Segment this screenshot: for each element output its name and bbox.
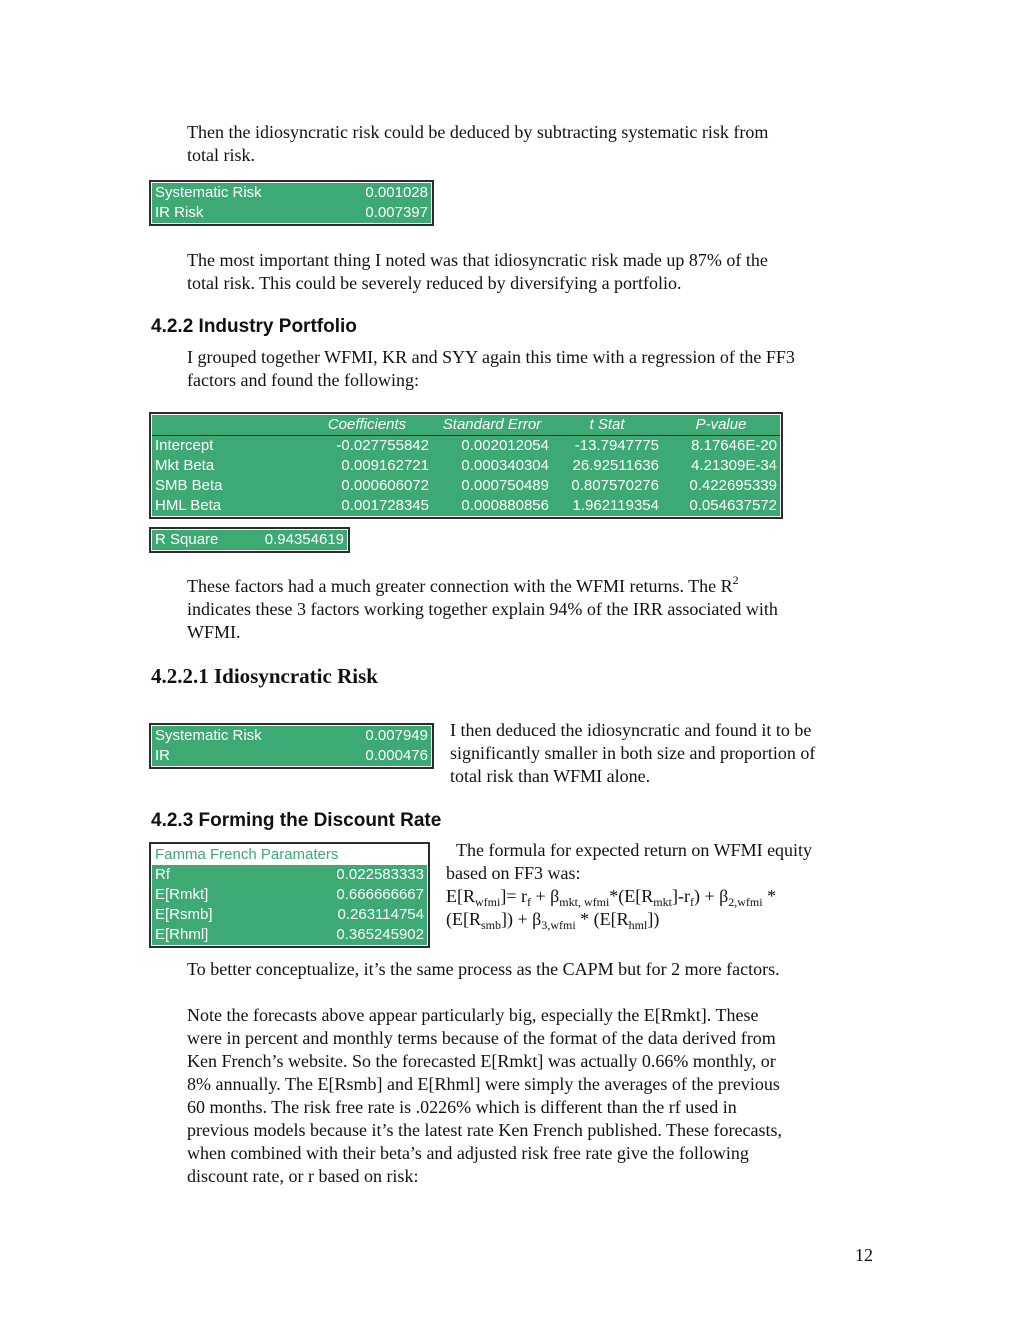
table-row: [152, 456, 780, 476]
table-row: [152, 925, 427, 945]
ff-label: E[Rsmb]: [155, 906, 213, 923]
formula-part: E[R: [446, 886, 475, 906]
table-row: [152, 203, 431, 223]
row-label: SMB Beta: [155, 477, 223, 494]
coef-cell: 0.009162721: [341, 457, 429, 474]
formula-part: *(E[R: [609, 886, 654, 906]
p-cell: 0.422695339: [689, 477, 777, 494]
note-line: 60 months. The risk free rate is .0226% which is different than the rf used in: [187, 1097, 737, 1117]
formula-subscript: 2,wfmi: [728, 895, 763, 909]
risk-label: Systematic Risk: [155, 727, 262, 744]
table-row: [152, 865, 427, 885]
note-line: when combined with their beta’s and adjusted risk free rate give the following: [187, 1143, 749, 1163]
intro-paragraph: [187, 121, 768, 167]
coef-cell: -0.027755842: [336, 437, 429, 454]
ff-value: 0.666666667: [336, 886, 424, 903]
ff-parameters-table: [149, 842, 430, 948]
risk-value: 0.001028: [365, 184, 428, 201]
row-label: Intercept: [155, 437, 214, 454]
risk-label: IR: [155, 747, 170, 764]
table-row: [152, 436, 780, 457]
formula-subscript: f: [689, 895, 694, 909]
note-line: previous models because it’s the latest rate Ken French published. These forecasts,: [187, 1120, 782, 1140]
ff-title-row: [152, 845, 427, 865]
risk-label: Systematic Risk: [155, 184, 262, 201]
formula-line-2: based on FF3 was:: [446, 863, 581, 883]
ff-title: Famma French Paramaters: [152, 845, 427, 865]
formula-part: + β: [530, 886, 560, 906]
rsquare-label: R Square: [155, 531, 219, 548]
note-paragraph: [187, 1004, 782, 1188]
intro-line-2: total risk.: [187, 145, 255, 165]
coef-cell: 0.001728345: [341, 497, 429, 514]
formula-line-1: The formula for expected return on WFMI equity: [456, 840, 813, 860]
risk-table-1: [149, 180, 434, 226]
note-line: Ken French’s website. So the forecasted E[Rmkt] was actually 0.66% monthly, or: [187, 1051, 776, 1071]
risk-table-2: [149, 723, 434, 769]
table-row: [152, 530, 347, 550]
formula-part: ]): [647, 909, 660, 929]
section-heading-423: 4.2.3 Forming the Discount Rate: [151, 810, 442, 831]
intro-line-1: Then the idiosyncratic risk could be deduced by subtracting systematic risk from: [187, 122, 769, 142]
se-cell: 0.000880856: [461, 497, 549, 514]
table-row: [152, 183, 431, 203]
coef-cell: 0.000606072: [341, 477, 429, 494]
risk-value: 0.007949: [365, 727, 428, 744]
superscript-2: 2: [732, 573, 739, 587]
factors-paragraph: [187, 575, 778, 644]
p-cell: 0.054637572: [689, 497, 777, 514]
p-cell: 4.21309E-34: [691, 457, 777, 474]
factors-line-2: indicates these 3 factors working together explain 94% of the IRR associated with: [187, 599, 778, 619]
ff-value: 0.263114754: [337, 906, 424, 923]
table-row: [152, 905, 427, 925]
formula-subscript: 3,wfmi: [541, 918, 576, 932]
important-line-1: The most important thing I noted was that idiosyncratic risk made up 87% of the: [187, 250, 768, 270]
formula-subscript: mkt, wfmi: [559, 895, 610, 909]
ff-label: E[Rhml]: [155, 926, 209, 943]
deduced-paragraph: [450, 719, 815, 788]
formula-subscript: smb: [481, 918, 502, 932]
t-cell: 26.92511636: [572, 457, 659, 474]
risk-label: IR Risk: [155, 204, 204, 221]
t-cell: -13.7947775: [574, 437, 659, 454]
header-coefficients: Coefficients: [302, 415, 432, 436]
formula-subscript: wfmi: [475, 895, 501, 909]
formula-part: ]-r: [671, 886, 690, 906]
important-line-2: total risk. This could be severely reduced by diversifying a portfolio.: [187, 273, 682, 293]
note-line: Note the forecasts above appear particularly big, especially the E[Rmkt]. These: [187, 1005, 759, 1025]
formula-part: ]= r: [500, 886, 527, 906]
formula-paragraph: [446, 839, 812, 931]
regression-table: [149, 412, 783, 519]
section-heading-422: 4.2.2 Industry Portfolio: [151, 316, 357, 337]
industry-paragraph: [187, 346, 795, 392]
factors-line-3: WFMI.: [187, 622, 241, 642]
deduced-line-3: total risk than WFMI alone.: [450, 766, 651, 786]
header-standard-error: Standard Error: [432, 415, 552, 436]
risk-value: 0.000476: [365, 747, 428, 764]
table-row: [152, 885, 427, 905]
se-cell: 0.002012054: [461, 437, 549, 454]
ff-value: 0.365245902: [336, 926, 424, 943]
risk-value: 0.007397: [365, 204, 428, 221]
note-line: 8% annually. The E[Rsmb] and E[Rhml] were simply the averages of the previous: [187, 1074, 780, 1094]
note-line: were in percent and monthly terms because of the format of the data derived from: [187, 1028, 776, 1048]
industry-line-1: I grouped together WFMI, KR and SYY again this time with a regression of the FF3: [187, 347, 795, 367]
important-paragraph: [187, 249, 768, 295]
conceptualize-paragraph: To better conceptualize, it’s the same process as the CAPM but for 2 more factors.: [187, 959, 780, 979]
rsquare-box: [149, 527, 350, 553]
header-p-value: P-value: [662, 415, 780, 436]
row-label: Mkt Beta: [155, 457, 215, 474]
header-blank: [152, 415, 302, 436]
formula-subscript: mkt: [653, 895, 672, 909]
table-row: [152, 746, 431, 766]
formula-part: ) + β: [693, 886, 729, 906]
table-row: [152, 496, 780, 516]
table-header-row: [152, 415, 780, 436]
p-cell: 8.17646E-20: [691, 437, 777, 454]
t-cell: 0.807570276: [571, 477, 659, 494]
rsquare-value: 0.94354619: [264, 531, 344, 548]
table-row: [152, 476, 780, 496]
section-heading-4221: 4.2.2.1 Idiosyncratic Risk: [151, 664, 378, 688]
ff-label: Rf: [155, 866, 170, 883]
formula-line-4: [446, 908, 812, 931]
se-cell: 0.000750489: [461, 477, 549, 494]
se-cell: 0.000340304: [461, 457, 549, 474]
formula-part: * (E[R: [575, 909, 629, 929]
factors-line-1-text: These factors had a much greater connection with the WFMI returns. The R: [187, 576, 733, 596]
table-row: [152, 726, 431, 746]
formula-subscript: hml: [628, 918, 648, 932]
formula-subscript: f: [526, 895, 531, 909]
t-cell: 1.962119354: [572, 497, 659, 514]
formula-part: (E[R: [446, 909, 481, 929]
ff-value: 0.022583333: [336, 866, 424, 883]
ff-label: E[Rmkt]: [155, 886, 209, 903]
deduced-line-2: significantly smaller in both size and proportion of: [450, 743, 816, 763]
factors-line-1: [187, 575, 778, 598]
formula-line-3: [446, 885, 812, 908]
deduced-line-1: I then deduced the idiosyncratic and found it to be: [450, 720, 812, 740]
page-number: 12: [855, 1245, 873, 1265]
header-t-stat: t Stat: [552, 415, 662, 436]
formula-part: ]) + β: [501, 909, 542, 929]
row-label: HML Beta: [155, 497, 222, 514]
note-line: discount rate, or r based on risk:: [187, 1166, 419, 1186]
formula-part: *: [762, 886, 777, 906]
industry-line-2: factors and found the following:: [187, 370, 419, 390]
